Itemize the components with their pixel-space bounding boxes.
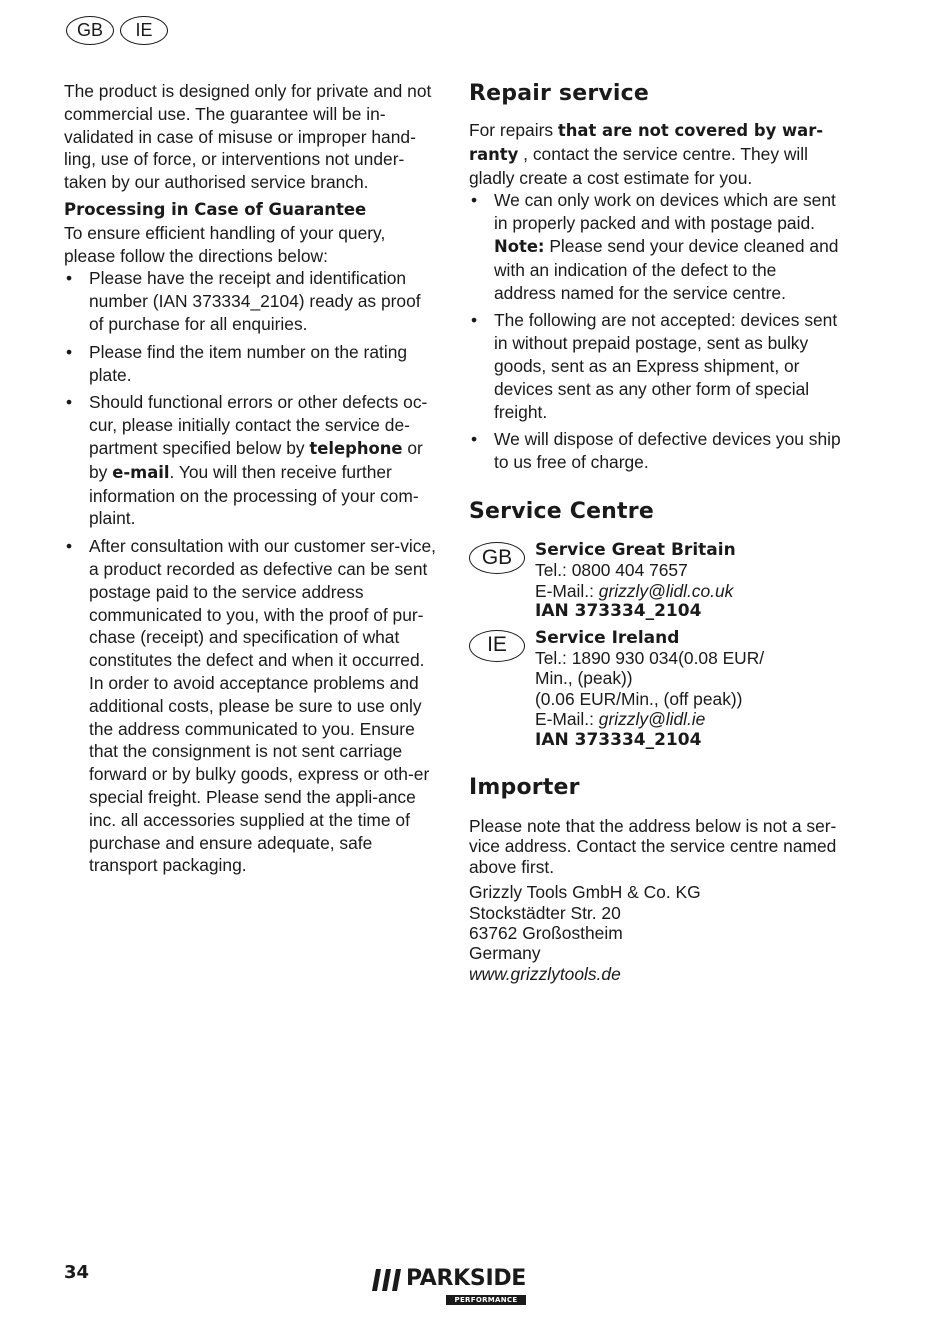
service-ie-tel: Min., (peak)) [535, 668, 633, 689]
address-line: 63762 Großostheim [469, 923, 623, 944]
list-item [469, 309, 841, 423]
list-item [469, 189, 841, 304]
service-gb [469, 540, 841, 622]
processing-list [64, 267, 436, 877]
logo-stripes-icon [372, 1269, 404, 1291]
list-item [64, 391, 436, 530]
repair-intro-text: , contact the service centre. They will gladly create a cost estimate for you. [469, 143, 808, 188]
left-column [64, 80, 436, 882]
list-item-text: Please find the item number on the rating plate. [89, 341, 408, 385]
service-ie-details [535, 628, 764, 750]
list-item-text: We will dispose of defective devices you ship to us free of charge. [494, 429, 841, 473]
intro-paragraph: The product is designed only for private and not commercial use. The guarantee will be in-validated in case of misuse or improper hand-ling, use of force, or interventions not under-taken by our authorised service branch. [64, 81, 432, 193]
repair-heading: Repair service [469, 81, 650, 106]
importer-address [469, 882, 841, 984]
list-item-text: Should functional errors or other defects oc-cur, please initially contact the service de-partment specified below by [89, 392, 428, 458]
address-line: Grizzly Tools GmbH & Co. KG [469, 882, 701, 903]
importer-heading: Importer [469, 775, 580, 801]
email-emphasis: e-mail [112, 462, 170, 482]
warranty-emphasis: that are not covered by war-ranty [469, 121, 824, 164]
service-gb-tel: Tel.: 0800 404 7657 [535, 560, 688, 581]
right-column [469, 80, 841, 984]
list-item [64, 267, 436, 335]
list-item-text: We can only work on devices which are sent in properly packed and with postage paid. [494, 190, 836, 234]
service-ie-title: Service Ireland [535, 627, 680, 648]
importer-note: Please note that the address below is not a ser-vice address. Contact the service centre named above first. [469, 816, 837, 877]
processing-intro: To ensure efficient handling of your query, please follow the directions below: [64, 222, 386, 266]
service-gb-email [535, 581, 736, 601]
email-address[interactable]: grizzly@lidl.co.uk [598, 580, 734, 601]
list-item-text: . You will then receive further information on the processing of your com-plaint. [89, 461, 419, 529]
address-line: Germany [469, 943, 541, 964]
page-number: 34 [64, 1262, 90, 1283]
list-item [64, 341, 436, 387]
address-line: Stockstädter Str. 20 [469, 902, 621, 923]
service-ie [469, 628, 841, 750]
list-item [64, 535, 436, 877]
website-text[interactable]: www.grizzlytools.de [469, 963, 621, 984]
note-text: Please send your device cleaned and with an indication of the defect to the address named for the service centre. [494, 235, 839, 303]
service-centre-heading: Service Centre [469, 498, 654, 524]
website-link[interactable] [469, 964, 841, 984]
service-gb-details [535, 540, 736, 622]
list-item-text: Please have the receipt and identification number (IAN 373334_2104) ready as proof of purchase for all enquiries. [89, 268, 421, 334]
note-label: Note: [494, 236, 545, 256]
service-gb-title: Service Great Britain [535, 539, 736, 560]
repair-intro-text: For repairs [469, 120, 558, 140]
email-address[interactable]: grizzly@lidl.ie [598, 709, 706, 730]
email-label: E-Mail.: [535, 709, 599, 730]
repair-intro [469, 119, 841, 189]
list-item-text: The following are not accepted: devices sent in without prepaid postage, sent as bulky goods, sent as an Express shipment, or devices sent as any other form of special freight. [494, 310, 838, 422]
country-badges [66, 16, 168, 45]
badge-ie: IE [469, 630, 525, 662]
service-ie-email [535, 709, 764, 729]
list-item-text: After consultation with our customer ser-vice, a product recorded as defective can be sent postage paid to the service address communicated to you, with the proof of pur-chase (receipt) and specification of what constitutes the defect and when it occurred. In order to avoid acceptance problems and additional costs, please be sure to use only the address communicated to you. Ensure that the consignment is not sent carriage forward or by bulky goods, express or oth-er special freight. Please send the appli-ance inc. all accessories supplied at the time of purchase and ensure adequate, safe transport packaging. [89, 536, 436, 876]
list-item [469, 428, 841, 474]
service-gb-ian: IAN 373334_2104 [535, 601, 702, 622]
list-item-text: or by [89, 437, 423, 482]
email-label: E-Mail.: [535, 580, 599, 601]
service-ie-tel: Tel.: 1890 930 034(0.08 EUR/ [535, 647, 765, 668]
parkside-logo [372, 1266, 532, 1308]
service-ie-tel: (0.06 EUR/Min., (off peak)) [535, 688, 743, 709]
service-ie-ian: IAN 373334_2104 [535, 729, 702, 750]
processing-heading: Processing in Case of Guarantee [64, 199, 367, 219]
badge-gb: GB [469, 542, 525, 574]
badge-ie: IE [120, 16, 168, 45]
repair-list [469, 189, 841, 474]
badge-gb: GB [66, 16, 114, 45]
telephone-emphasis: telephone [309, 438, 403, 458]
logo-subtitle: PERFORMANCE [446, 1295, 526, 1305]
logo-wordmark: PARKSIDE [406, 1266, 527, 1291]
